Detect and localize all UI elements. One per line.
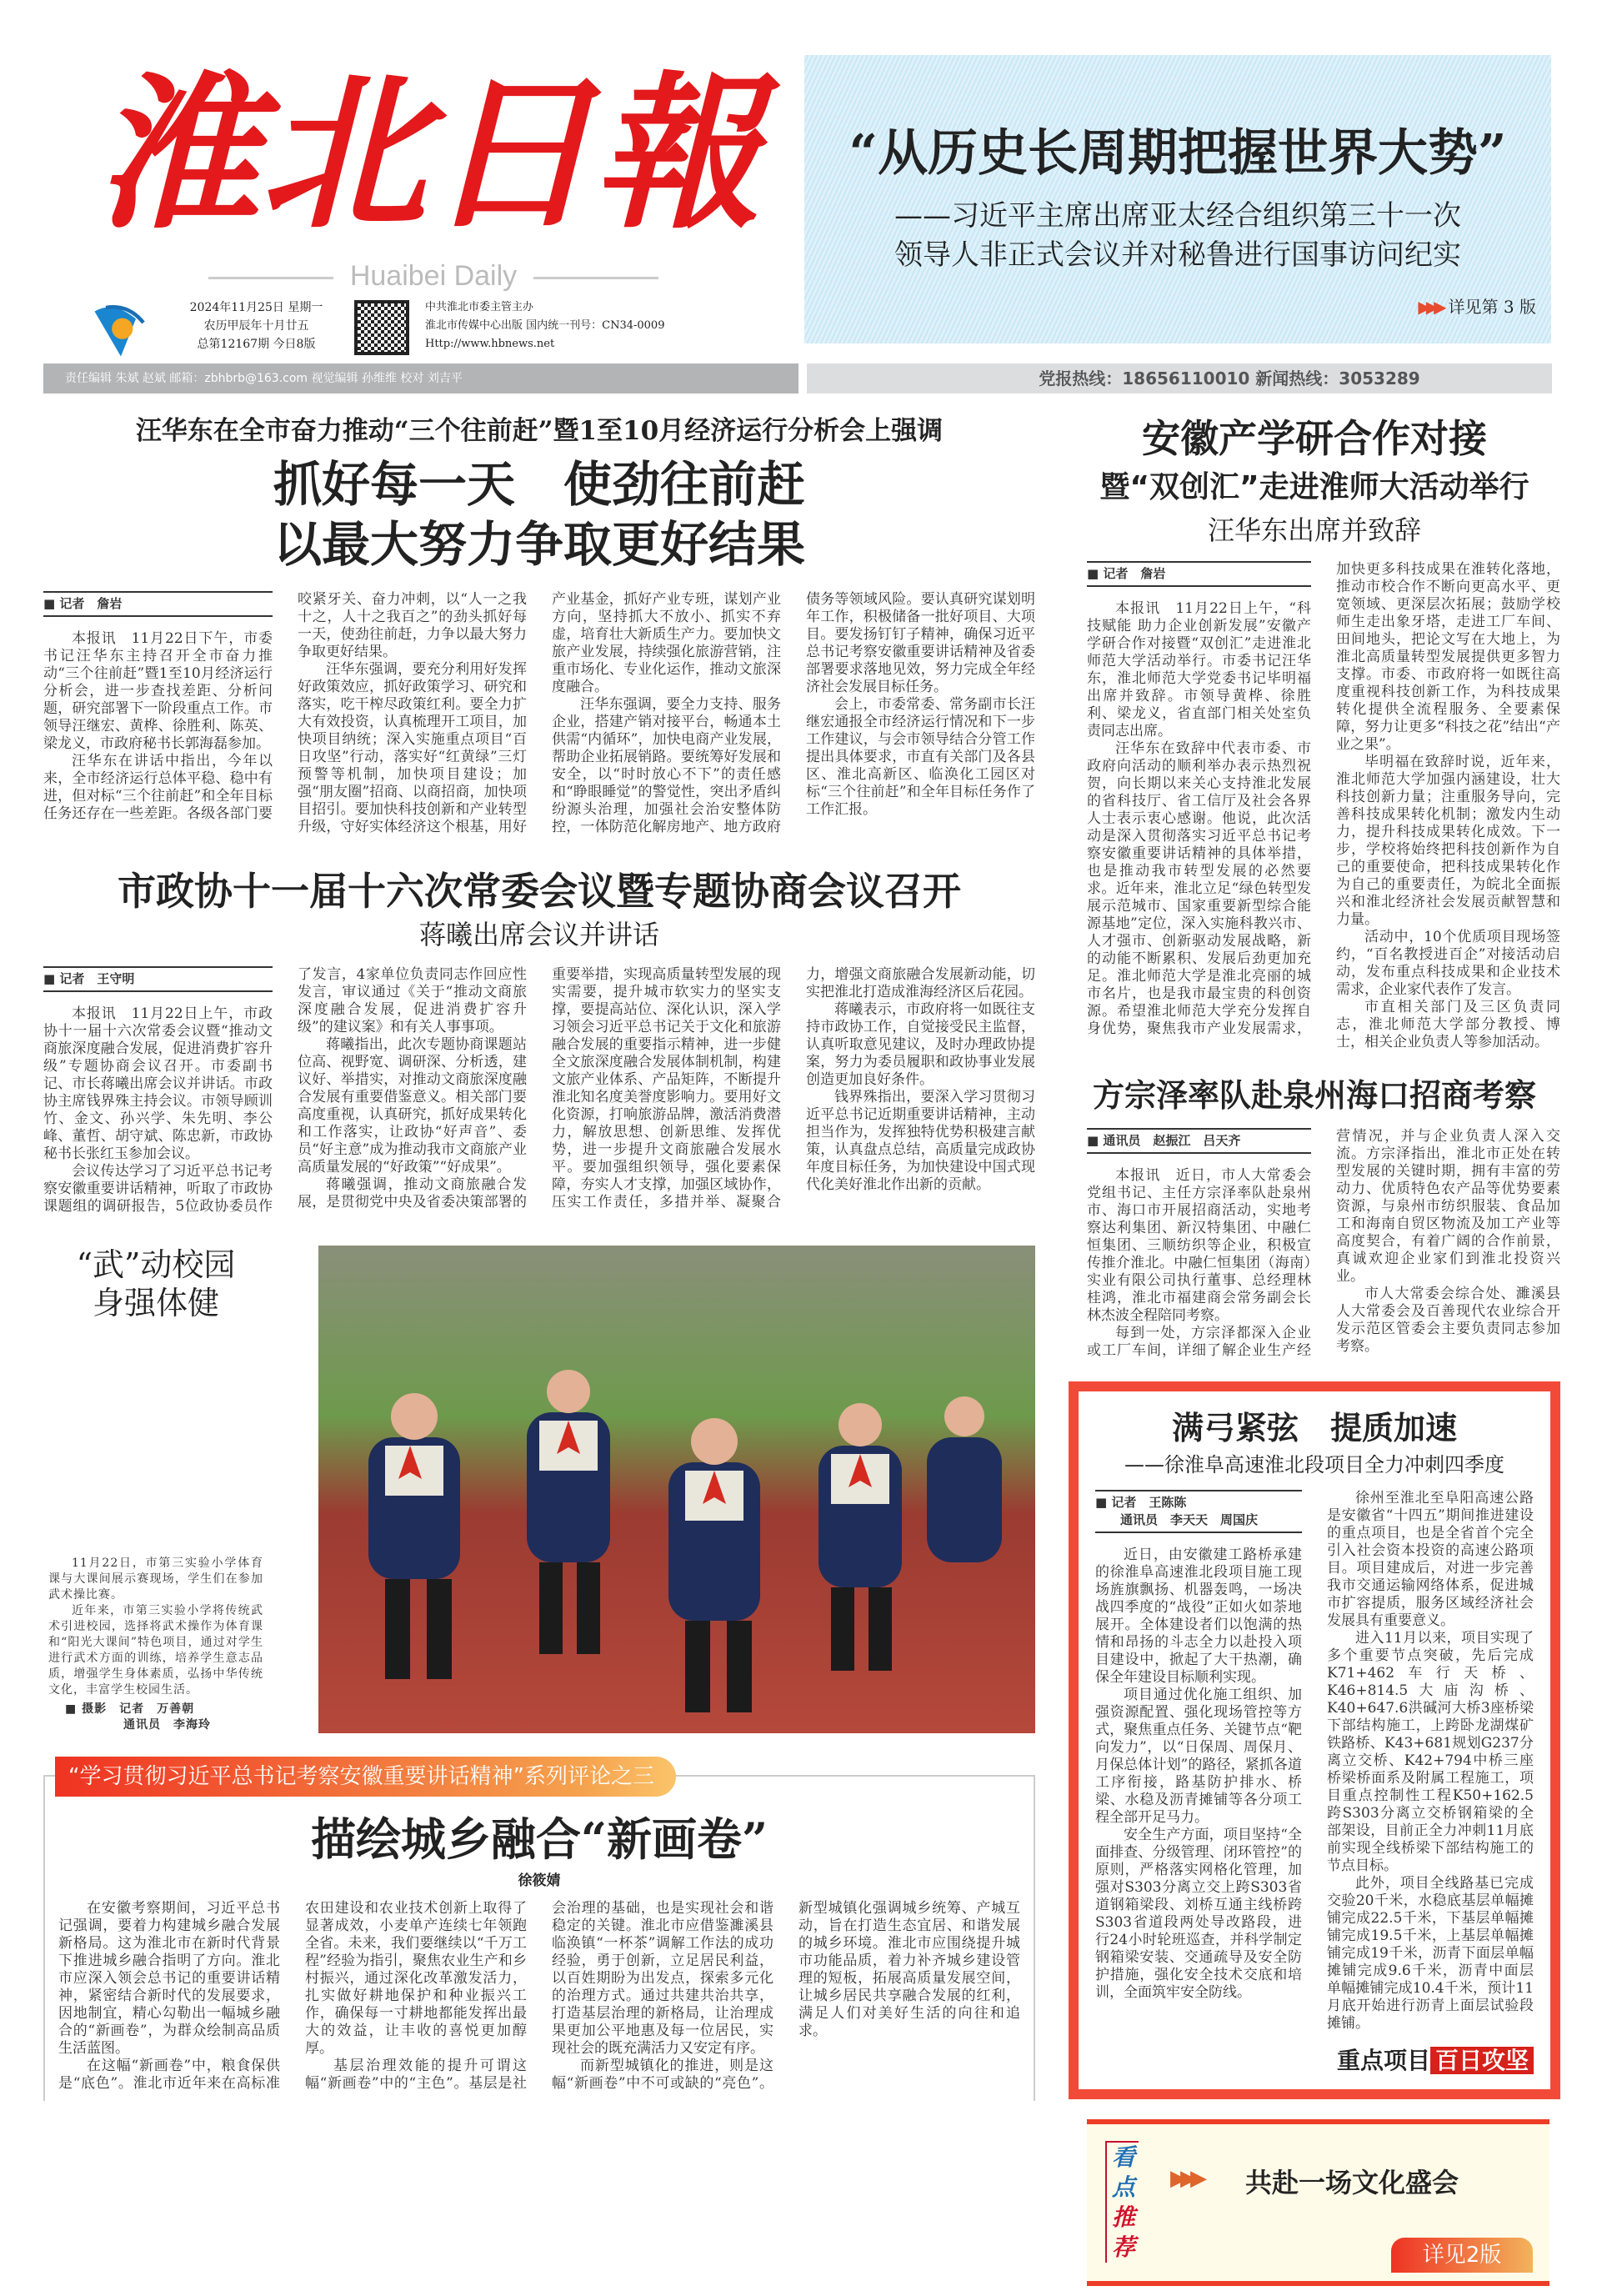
editors-bar: 责任编辑 朱斌 赵斌 邮箱：zbhbrb@163.com 视觉编辑 孙维维 校对 刘吉平 [43,363,798,394]
university-article [1087,561,1560,1051]
paragraph: 本报讯 近日，市人大常委会党组书记、主任方宗泽率队赴泉州市、海口市开展招商活动，实地考察达利集团、新汉特集团、中融仁恒集团、三顺纺织等企业，积极宣传推介淮北。中融仁恒集团（海南）实业有限公司执行董事、总经理林桂鸿，淮北市福建商会常务副会长林杰波全程陪同考察。 [1087,1167,1311,1324]
highway-article [1095,1490,1534,2033]
commentary-article [58,1900,1020,2093]
promo-title: 共赴一场文化盛会 [1245,2167,1459,2198]
issue-info [167,298,346,353]
paragraph: 市直相关部门及三区负责同志，淮北师范大学部分教授、博士，相关企业负责人等参加活动。 [1336,999,1560,1050]
byline [1095,1490,1302,1533]
photo-title-line: “武”动校园 [76,1246,236,1283]
sponsor: 中共淮北市委主管主办 [425,301,534,313]
photo-caption [43,1556,268,1733]
paragraph: 本报讯 11月22日上午，市政协十一届十六次常委会议暨“推动文商旅深度融合发展，促进消费扩容升级”专题协商会议召开。市委副书记、市长蒋曦出席会议并讲话。市政协主席钱界殊主持会议。市领导顾训竹、金文、孙兴学、朱先明、李公峰、董哲、胡守斌、陈忠新，市政协秘书长张红玉参加会议。 [43,1005,273,1162]
paragraph: 此外，项目全线路基已完成交验20千米，水稳底基层单幅摊铺完成22.5千米，下基层单幅摊铺完成19.5千米，上基层单幅摊铺完成19千米，沥青下面层单幅摊铺完成9.6千米，沥青中面层单幅摊铺完成10.4千米，预计11月底开始进行沥青上面层试验段摊铺。 [1327,1875,1534,2032]
masthead-logo: 淮北日報 [93,56,760,252]
cppcc-headline: 市政协十一届十六次常委会议暨专题协商会议召开 [118,869,961,914]
see-page-2-button[interactable]: 详见2版 [1391,2238,1533,2273]
paragraph: 近日，由安徽建工路桥承建的徐淮阜高速淮北段项目施工现场旌旗飘扬、机器轰鸣，一场决战四季度的“战役”正如火如荼地展开。全体建设者们以饱满的热情和昂扬的斗志全力以赴投入项目建设中，掀起了大干热潮，确保全年建设目标顺利实现。 [1095,1547,1302,1686]
paragraph: 蒋曦表示，市政府将一如既往支持市政协工作，自觉接受民主监督，认真听取意见建议，及时办理政协提案，努力为委员履职和政协事业发展创造更加良好条件。 [806,1001,1035,1088]
photo-feature-title [43,1246,268,1322]
lead-kicker: 汪华东在全市奋力推动“三个往前赶”暨1至10月经济运行分析会上强调 [135,416,944,446]
triple-arrow-icon: ▶▶▶ [1170,2166,1200,2191]
paragraph: 汪华东在讲话中指出，今年以来，全市经济运行总体平稳、稳中有进，但对标“三个往前赶”和全年目标任务还存在一些差距。各级各部门要咬紧牙关、奋力冲刺，以“人一之我十之，人十之我百之”的劲头抓好每一天，使劲往前赶，力争以最大努力争取更好结果。 [43,591,527,822]
lead-headline: 抓好每一天 使劲往前赶 [273,456,805,513]
highway-feature-box [1069,1381,1560,2099]
cppcc-subhead: 蒋曦出席会议并讲话 [418,919,659,950]
paragraph: 汪华东在致辞中代表市委、市政府向活动的顺利举办表示热烈祝贺，向长期以来关心支持淮北发展的省科技厅、省工信厅及社会各界人士表示衷心感谢。他说，此次活动是深入贯彻落实习近平总书记考察安徽重要讲话精神的具体举措，也是推动我市转型发展的必然要求。近年来，淮北立足“绿色转型发展示范城市、国家重要新型综合能源基地”定位，深入实施科教兴市、人才强市、创新驱动发展战略，新的动能不断累积、发展后劲更加充足。淮北师范大学是淮北亮丽的城市名片，也是我市最宝贵的科创资源。希望淮北师范大学充分发挥自身优势，聚焦我市产业发展需求，加快更多科技成果在淮转化落地，推动市校合作不断向更高水平、更宽领域、更深层次拓展；鼓励学校师生走出象牙塔，走进工厂车间、田间地头，把论文写在大地上，为淮北高质量转型发展提供更多智力支撑。市委、市政府将一如既往高度重视科技创新工作，为科技成果转化提供全流程服务、全要素保障，努力让更多“科技之花”结出“产业之果”。 [1087,561,1560,1037]
right-column [1069,413,1560,2286]
issue-number: 总第12167期 今日8版 [197,338,316,351]
cppcc-article [43,966,1035,1216]
paragraph: 蒋曦指出，此次专题协商课题站位高、视野宽、调研深、分析透，建议好、举措实，对推动文商旅深度融合发展有重要借鉴意义。相关部门要高度重视，认真研究，抓好成果转化和工作落实，让政协“好声音”、委员“好主意”成为推动我市文商旅产业高质量发展的“好政策”“好成果”。 [298,1036,527,1176]
photo-title-line: 身强体健 [92,1285,219,1321]
paragraph: 进入11月以来，项目实现了多个重要节点突破，先后完成K71+462车行天桥、K46+814.5大庙沟桥、K40+647.6洪碱河大桥3座桥梁下部结构施工，上跨卧龙湖煤矿铁路桥、K43+681规划G237分离立交桥、K42+794中桥三座桥梁桥面系及附属工程施工，项目重点控制性工程K50+162.5跨S303分离立交桥钢箱梁的全部架设，目前正全力冲刺11月底前实现全线桥梁下部结构施工的节点目标。 [1327,1630,1534,1874]
photo-feature [43,1246,1035,1733]
paragraph: 本报讯 11月22日上午，“科技赋能 助力企业创新发展”安徽产学研合作对接暨“双创汇”走进淮北师范大学活动举行。市委书记汪华东，淮北师范大学党委书记毕明福出席并致辞。市领导黄桦、徐胜利、梁龙义，省直部门相关处室负责同志出席。 [1087,600,1311,739]
paragraph: 钱界殊指出，要深入学习贯彻习近平总书记近期重要讲话精神，主动担当作为，发挥独特优势积极建言献策，认真盘点总结，高质量完成政协年度目标任务，为加快建设中国式现代化美好淮北作出新的贡献。 [806,1089,1035,1193]
photo-credit: ■ 摄影 记者 万善朝 [65,1702,195,1716]
publisher: 淮北市传媒中心出版 国内统一刊号：CN34-0009 [425,319,665,332]
paragraph: 会上，市委常委、常务副市长汪继宏通报全市经济运行情况和下一步工作建议，与会市领导结合分管工作提出具体要求，市直有关部门及各县区、淮北高新区、临涣化工园区对标“三个往前赶”和全年目标任务作了工作汇报。 [806,696,1035,818]
investment-article [1087,1128,1560,1360]
commentary-frame [43,1764,1035,2101]
paragraph: 蒋曦强调，推动文商旅融合发展，是贯彻党中央及省委决策部署的重要举措，实现高质量转型发展的现实需要，提升城市软实力的坚实支撑，要提高站位、深化认识，深入学习领会习近平总书记关于文化和旅游融合发展的重要指示精神，进一步健全文旅深度融合发展体制机制，构建文旅产业体系、产品矩阵，不断提升淮北知名度美誉度影响力。要用好文化资源，打响旅游品牌，激活消费潜力，解放思想、创新思维、发挥优势，进一步提升文商旅融合发展水平。要加强组织领导，强化要素保障，夯实人才支撑，加强区域协作，压实工作责任，多措并举、凝聚合力，增强文商旅融合发展新动能，切实把淮北打造成淮海经济区后花园。 [298,966,1035,1211]
english-name: Huaibei Daily [117,260,750,293]
byline: ■ 记者 詹岩 [1087,561,1311,587]
byline: ■ 记者 詹岩 [43,591,273,617]
website-link[interactable]: Http://www.hbnews.net [425,338,555,350]
paragraph: 近年来，市第三实验小学将传统武术引进校园，选择将武术操作为体育课和“阳光大课间”特色项目，通过对学生进行武术方面的训练，培养学生意志品质，增强学生身体素质，弘扬中华传统文化，丰富学生校园生活。 [48,1604,263,1697]
university-headline: 暨“双创汇”走进淮师大活动举行 [1099,470,1529,504]
commentary-headline: 描绘城乡融合“新画卷” [310,1812,768,1866]
lunar-date: 农历甲辰年十月廿五 [203,319,309,333]
paragraph: 在安徽考察期间，习近平总书记强调，要着力构建城乡融合发展新格局。这为淮北市在新时代背景下推进城乡融合指明了方向。淮北市应深入领会总书记的重要讲话精神，紧密结合新时代的发展要求，因地制宜，精心勾勒出一幅城乡融合的“新画卷”，为群众绘制高品质生活蓝图。 [58,1900,280,2057]
paragraph: 活动中，10个优质项目现场签约，“百名教授进百企”对接活动启动，发布重点科技成果和企业技术需求，企业家代表作了发言。 [1336,929,1560,998]
paragraph: 徐州至淮北至阜阳高速公路是安徽省“十四五”期间推进建设的重点项目，也是全省首个完全引入社会资本投资的高速公路项目。项目建成后，对进一步完善我市交通运输网络体系，促进城市扩容提质，服务区域经济社会发展具有重要意义。 [1327,1490,1534,1629]
highway-subhead: ——徐淮阜高速淮北段项目全力冲刺四季度 [1124,1453,1504,1476]
paragraph: 11月22日，市第三实验小学体育课与大课间展示赛现场，学生们在参加武术操比赛。 [48,1557,263,1602]
top-story-subtitle: 领导人非正式会议并对秘鲁进行国事访问纪实 [894,238,1461,272]
triple-arrow-icon: ▶▶▶ [1418,297,1442,317]
paragraph: 项目通过优化施工组织、加强资源配置、强化现场管控等方式，聚焦重点任务、关键节点“靶向发力”，以“日保周、周保月、月保总体计划”的路径，紧抓各道工序衔接，路基防护排水、桥梁、水稳及沥青摊铺等各分项工程全部开足马力。 [1095,1687,1302,1826]
lead-headline: 以最大努力争取更好结果 [273,516,805,573]
top-story-box[interactable] [804,55,1551,343]
paragraph: 安全生产方面，项目坚持“全面排查、分级管理、闭环管控”的原则，严格落实网格化管理，加强对S303分离立交上跨S303省道钢箱梁段、刘桥互通主线桥跨S303省道段两处导改路段，进行24小时轮班巡查，并科学制定钢箱梁安装、交通疏导及安全防护措施，强化安全技术交底和培训，全面筑牢安全防线。 [1095,1827,1302,2001]
publisher-info [425,298,664,353]
date: 2024年11月25日 星期一 [189,301,323,314]
badge-red-label: 百日攻坚 [1430,2047,1534,2074]
university-headline: 安徽产学研合作对接 [1142,416,1487,461]
badge-dark-label: 重点项目 [1336,2047,1430,2074]
highway-headline: 满弓紧弦 提质加速 [1171,1409,1457,1446]
photo-credit: 通讯员 李海玲 [123,1718,211,1732]
key-project-badge [1095,2043,1534,2076]
photo-text [43,1246,268,1733]
byline: ■ 通讯员 赵振江 吕天齐 [1087,1128,1311,1154]
newspaper-emblem-icon [88,300,154,360]
commentary-author: 徐筱婧 [518,1872,561,1889]
see-page-link[interactable] [1418,293,1536,318]
top-story-title: “从历史长周期把握世界大势” [849,124,1507,183]
byline-reporter: 记者 王陈陈 [1111,1495,1187,1510]
paragraph: 本报讯 11月22日下午，市委书记汪华东主持召开全市奋力推动“三个往前赶”暨1至10月经济运行分析会，进一步查找差距、分析问题，研究部署下一阶段重点工作。市领导汪继宏、黄桦、徐胜利、陈英、梁龙义，市政府秘书长郭海磊参加。 [43,630,273,752]
series-banner: “学习贯彻习近平总书记考察安徽重要讲话精神”系列评论之三 [55,1757,676,1797]
university-subhead: 汪华东出席并致辞 [1207,514,1421,546]
martial-arts-photo[interactable] [318,1246,1035,1733]
paragraph: 每到一处，方宗泽都深入企业或工厂车间，详细了解企业生产经营情况，并与企业负责人深入交流。方宗泽指出，淮北市正处在转型发展的关键时期，拥有丰富的劳动力、优质特色农产品等优势要素资源，与泉州市纺织服装、食品加工和海南自贸区物流及加工产业等高度契合，有着广阔的合作前景，真诚欢迎企业家们到淮北投资兴业。 [1087,1128,1560,1359]
byline-correspondents: 通讯员 李天天 周国庆 [1120,1512,1259,1527]
lead-article [43,591,1035,836]
top-story-subtitle: ——习近平主席出席亚太经合组织第三十一次 [894,199,1461,233]
paragraph: 市人大常委会综合处、濉溪县人大常委会及百善现代农业综合开发示范区管委会主要负责同志参加考察。 [1336,1286,1560,1355]
recommend-label: 看 点 推 荐 [1105,2141,1139,2263]
paragraph: 汪华东强调，要充分利用好发挥好政策效应，抓好政策学习、研究和落实，吃干榨尽政策红利。要全力扩大有效投资，认真梳理开工项目，加快项目纳统；深入实施重点项目“百日攻坚”行动，落实好“红黄绿”三灯预警等机制，加快项目建设；加强“朋友圈”招商、以商招商，加快项目招引。要加快科技创新和产业转型升级，守好实体经济这个根基，用好产业基金，抓好产业专班，谋划产业方向，坚持抓大不放小、抓实不弃虚，培育壮大新质生产力。要加快文旅产业发展，持续强化旅游营销，注重市场化、专业化运作，推动文旅深度融合。 [298,591,781,835]
highlight-recommendation[interactable] [1087,2119,1549,2286]
see-page-label: 详见第 3 版 [1448,297,1536,317]
investment-headline: 方宗泽率队赴泉州海口招商考察 [1092,1076,1536,1114]
byline: ■ 记者 王守明 [43,966,273,992]
left-column [43,413,1035,2101]
paragraph: 而新型城镇化的推进，则是这幅“新画卷”中不可或缺的“亮色”。新型城镇化强调城乡统筹、产城互动，旨在打造生态宜居、和谐发展的城乡环境。淮北市应围绕提升城市功能品质，着力补齐城乡建设管理的短板，拓展高质量发展空间，让城乡居民共享融合发展的红利，满足人们对美好生活的向往和追求。 [552,1900,1020,2092]
hotlines: 党报热线：18656110010 新闻热线：3053289 [807,363,1552,394]
paragraph: 在这幅“新画卷”中，粮食保供是“底色”。淮北市近年来在高标准农田建设和农业技术创新上取得了显著成效，小麦单产连续七年领跑全省。未来，我们要继续以“千万工程”经验为指引，聚焦农业生产和乡村振兴，通过深化改革激发活力，扎实做好耕地保护和种业振兴工作，确保每一寸耕地都能发挥出最大的效益，让丰收的喜悦更加醇厚。 [58,1900,527,2092]
paragraph: 汪华东强调，要全力支持、服务企业，搭建产销对接平台，畅通本土供需“内循环”，加快电商产业发展，帮助企业拓展销路。要统筹好发展和安全，以“时时放心不下”的责任感和“睁眼睡觉”的警觉性，突出矛盾纠纷源头治理，加强社会治安整体防控，一体防范化解房地产、地方政府债务等领域风险。要认真研究谋划明年工作，积极储备一批好项目、大项目。要发扬钉钉子精神，确保习近平总书记考察安徽重要讲话精神及省委部署要求落地见效，努力完成全年经济社会发展目标任务。 [552,591,1035,835]
paragraph: 毕明福在致辞时说，近年来，淮北师范大学加强内涵建设，壮大科技创新力量；注重服务导向，完善科技成果转化机制；激发内生动力，提升科技成果转化成效。下一步，学校将始终把科技创新作为自己的重要使命，把科技成果转化作为自己的重要责任，为皖北全面振兴和淮北经济社会发展贡献智慧和力量。 [1336,754,1560,928]
paragraph: 会议传达学习了习近平总书记考察安徽重要讲话精神，听取了市政协课题组的调研报告，5位政协委员作了发言，4家单位负责同志作回应性发言，审议通过《关于“推动文商旅深度融合发展，促进消费扩容升级”的建议案》和有关人事事项。 [43,966,527,1215]
paragraph: 基层治理效能的提升可谓这幅“新画卷”中的“主色”。基层是社会治理的基础，也是实现社会和谐稳定的关键。淮北市应借鉴濉溪县临涣镇“一杯茶”调解工作法的成功经验，勇于创新，立足居民利益，以百姓期盼为出发点，探索多元化的治理方式。通过共建共治共享，打造基层治理的新格局，让治理成果更加公平地惠及每一位居民，实现社会的既充满活力又安定有序。 [305,1900,773,2092]
qr-code[interactable] [354,300,409,355]
